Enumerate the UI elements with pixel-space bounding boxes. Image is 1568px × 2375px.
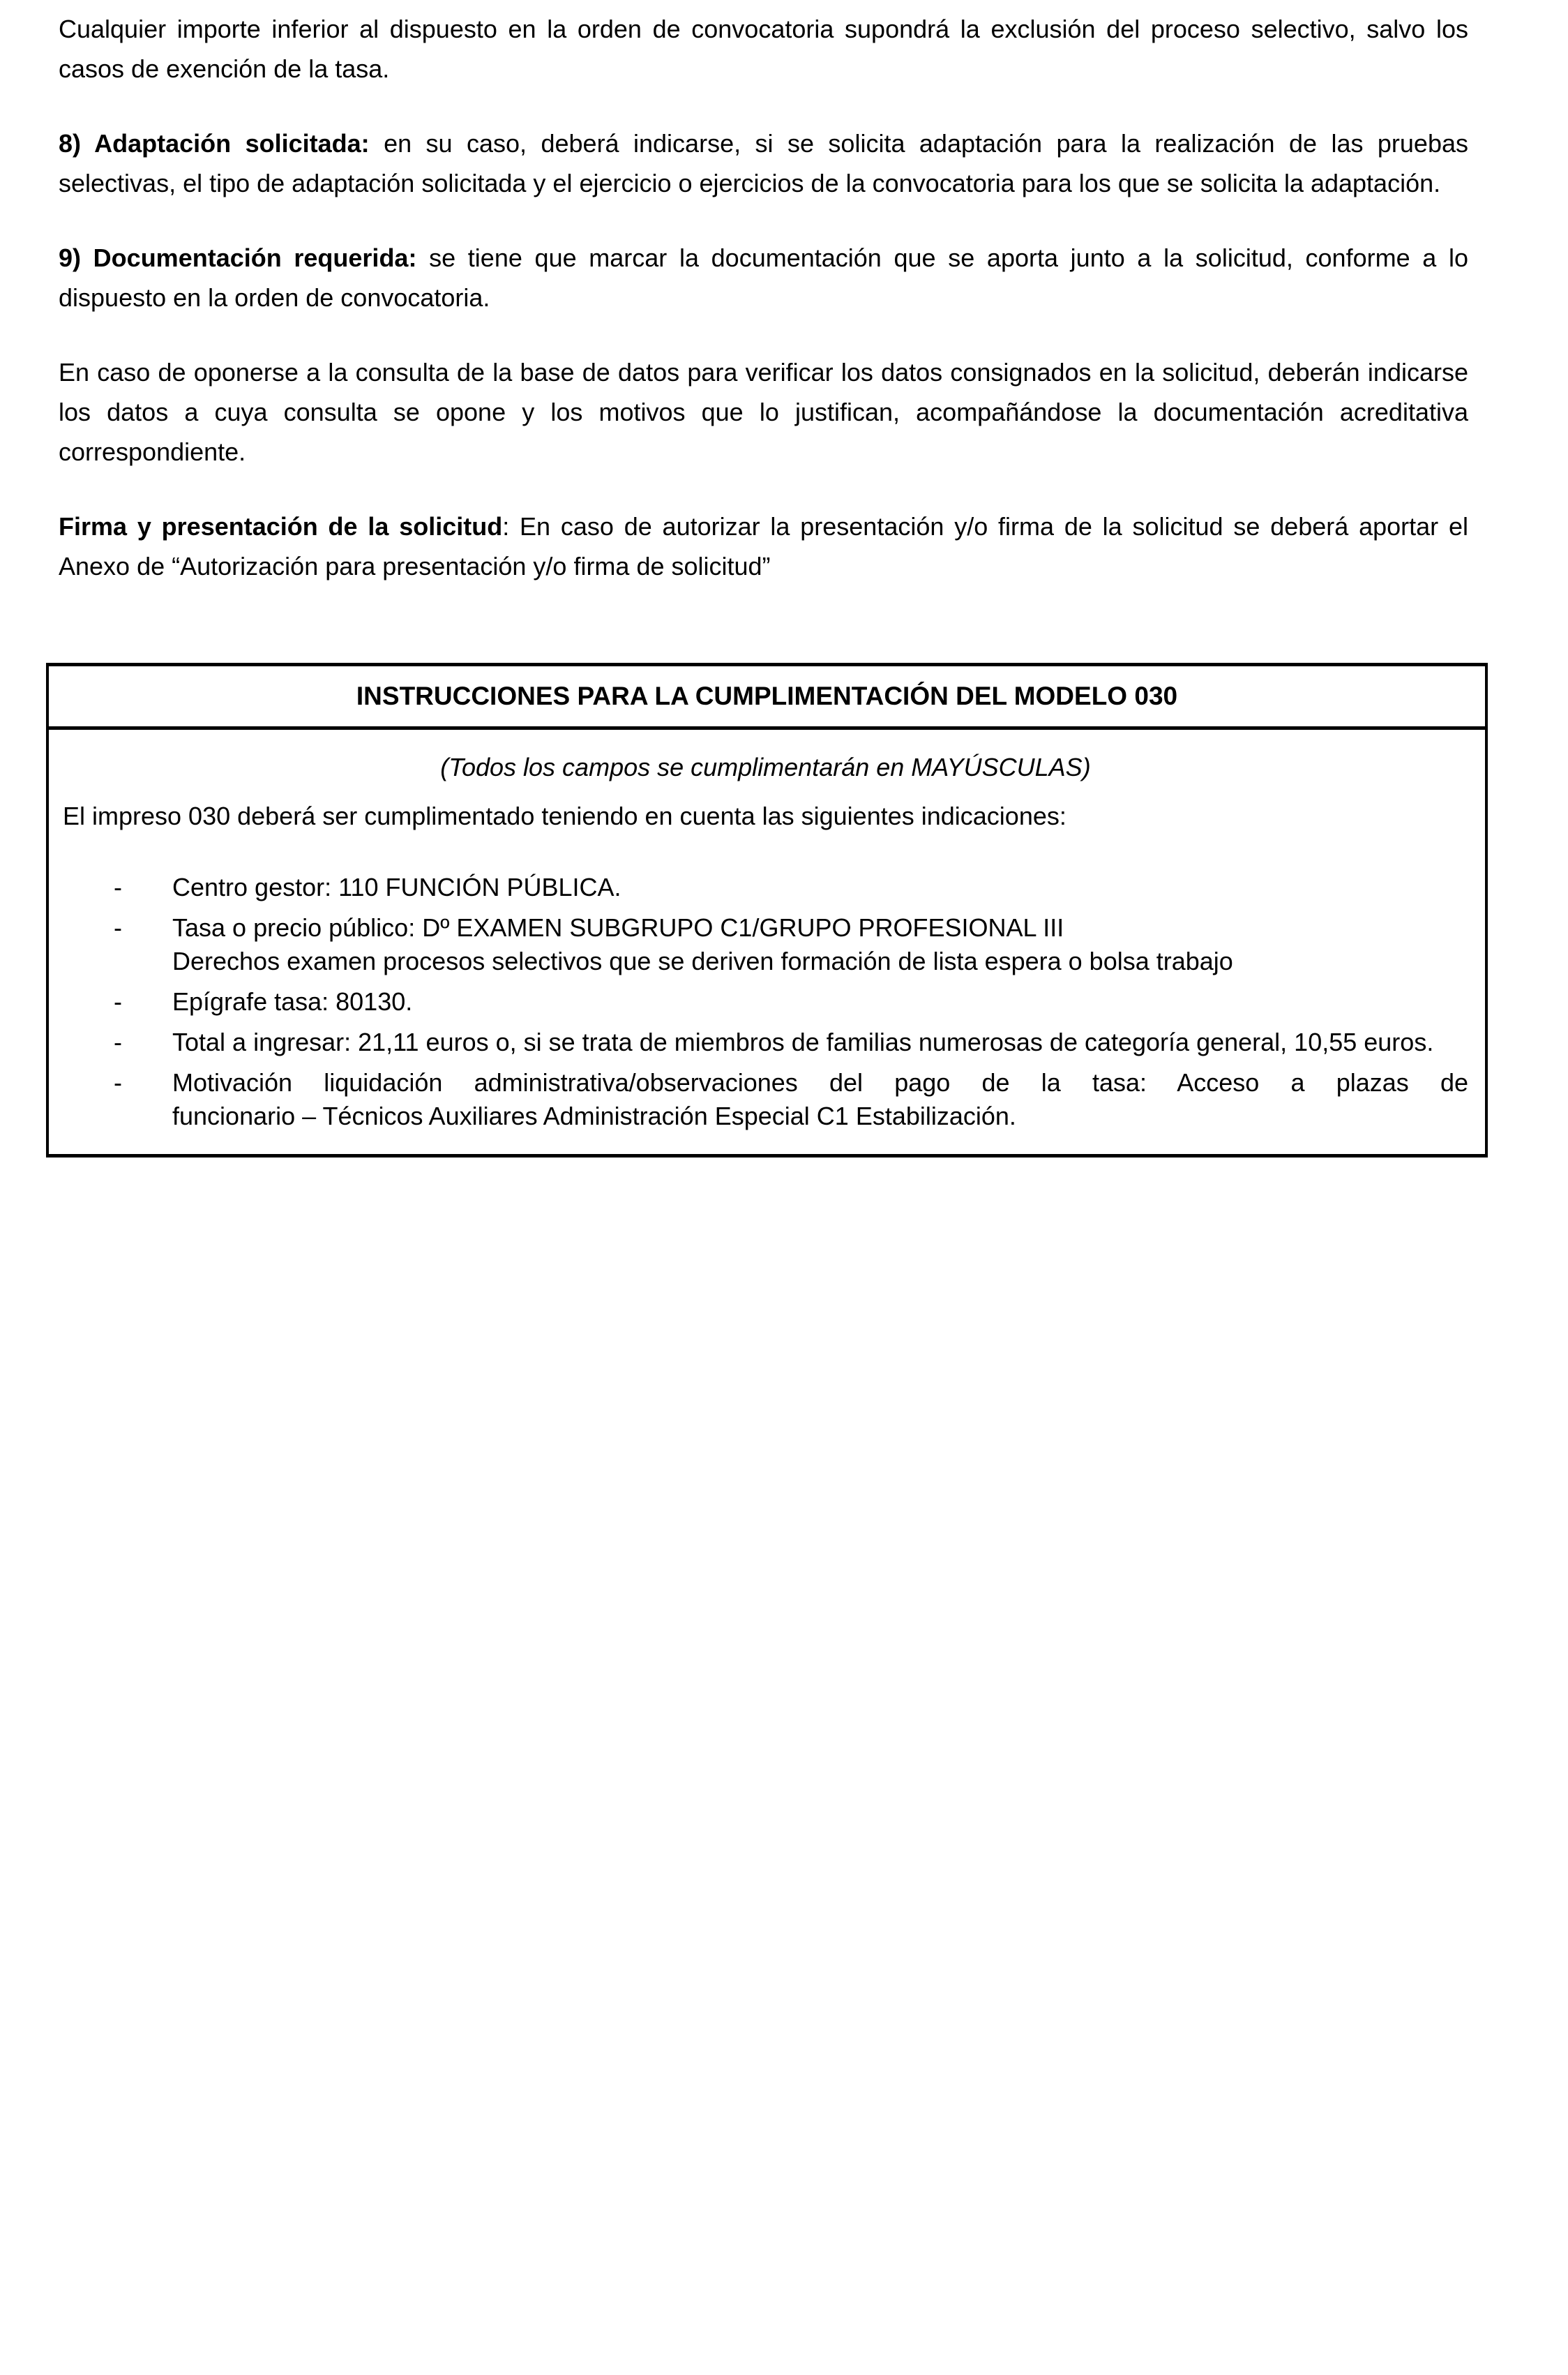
instructions-intro: El impreso 030 deberá ser cumplimentado teniendo en cuenta las siguientes indicaciones: xyxy=(63,802,1066,830)
instructions-box-title: INSTRUCCIONES PARA LA CUMPLIMENTACIÓN DEL MODELO 030 xyxy=(49,666,1485,730)
paragraph-text: se tiene que marcar la documentación que se aporta junto a la solicitud, conforme a lo dispuesto en la orden de convocatoria. xyxy=(59,244,1468,312)
dash-bullet: - xyxy=(114,987,122,1016)
list-item-text: Total a ingresar: 21,11 euros o, si se trata de miembros de familias numerosas de categoría general, 10,55 euros. xyxy=(172,1028,1434,1056)
list-item-centro-gestor xyxy=(63,871,1468,904)
list-item-text-line2: funcionario – Técnicos Auxiliares Administración Especial C1 Estabilización. xyxy=(172,1102,1016,1130)
paragraph-importe-inferior xyxy=(59,9,1468,89)
instructions-box-subtitle: (Todos los campos se cumplimentarán en MAYÚSCULAS) xyxy=(440,753,1091,781)
paragraph-oposicion-consulta xyxy=(59,352,1468,472)
dash-bullet: - xyxy=(114,1028,122,1056)
dash-bullet: - xyxy=(114,1068,122,1097)
paragraph-text: : En caso de autorizar la presentación y/o firma de la solicitud se deberá aportar el Anexo de “Autorización para presentación y/o firma de solicitud” xyxy=(59,512,1468,580)
paragraph-lead-bold: 9) Documentación requerida: xyxy=(59,244,417,272)
list-item-text: Motivación liquidación administrativa/observaciones del pago de la tasa: Acceso a plazas de xyxy=(172,1068,1468,1097)
list-item-text: Tasa o precio público: Dº EXAMEN SUBGRUPO C1/GRUPO PROFESIONAL III xyxy=(172,913,1064,942)
dash-bullet: - xyxy=(114,913,122,942)
list-item-text-line2: Derechos examen procesos selectivos que se deriven formación de lista espera o bolsa trabajo xyxy=(172,947,1233,975)
paragraph-text: Cualquier importe inferior al dispuesto en la orden de convocatoria supondrá la exclusión del proceso selectivo, salvo los casos de exención de la tasa. xyxy=(59,15,1468,83)
instructions-box-body xyxy=(49,730,1485,1154)
paragraph-lead-bold: Firma y presentación de la solicitud xyxy=(59,512,503,541)
paragraph-text: En caso de oponerse a la consulta de la base de datos para verificar los datos consignados en la solicitud, deberán indicarse los datos a cuya consulta se opone y los motivos que lo justifican, acompañándose la documentación acreditativa correspondiente. xyxy=(59,358,1468,466)
paragraph-firma-presentacion xyxy=(59,507,1468,586)
list-item-epigrafe-tasa xyxy=(63,985,1468,1019)
dash-bullet: - xyxy=(114,873,122,901)
paragraph-text: en su caso, deberá indicarse, si se solicita adaptación para la realización de las pruebas selectivas, el tipo de adaptación solicitada y el ejercicio o ejercicios de la convocatoria para los que se solicita la adaptación. xyxy=(59,129,1468,197)
list-item-tasa-precio xyxy=(63,911,1468,978)
list-item-total-ingresar xyxy=(63,1026,1468,1059)
paragraph-documentacion-requerida xyxy=(59,238,1468,317)
instructions-list xyxy=(63,871,1468,1133)
list-item-text: Centro gestor: 110 FUNCIÓN PÚBLICA. xyxy=(172,873,621,901)
paragraph-adaptacion-solicitada xyxy=(59,123,1468,203)
paragraph-lead-bold: 8) Adaptación solicitada: xyxy=(59,129,370,158)
page-content xyxy=(0,0,1568,1157)
list-item-text: Epígrafe tasa: 80130. xyxy=(172,987,413,1016)
instructions-box xyxy=(46,663,1488,1157)
list-item-motivacion-liquidacion xyxy=(63,1066,1468,1133)
